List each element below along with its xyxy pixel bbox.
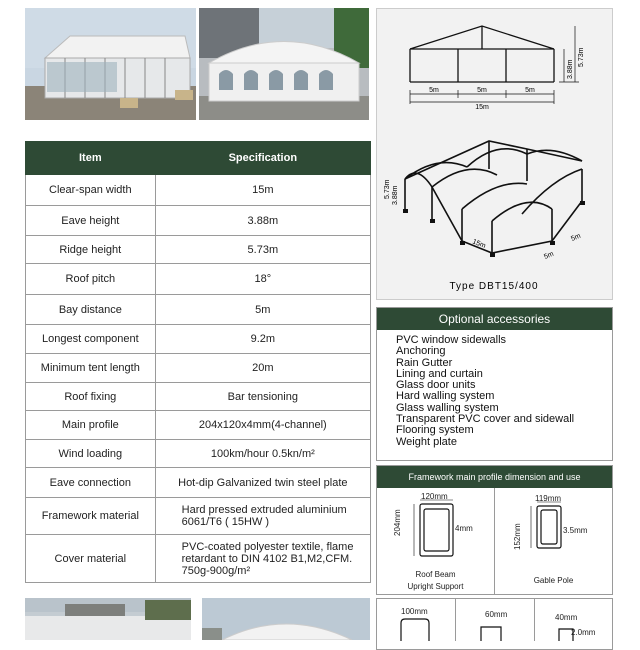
list-item: Anchoring: [396, 345, 446, 358]
table-row: [26, 354, 371, 383]
table-row: [26, 440, 371, 468]
list-item: Hard walling system: [396, 390, 495, 403]
framework-profile-panel: [376, 465, 613, 595]
roof-beam-label: Roof Beam: [415, 570, 456, 579]
row-item: Roof pitch: [26, 264, 156, 295]
accessories-list: [377, 330, 612, 448]
roof-beam-width: 120mm: [421, 492, 448, 501]
table-row: [26, 411, 371, 440]
dim-eave-height: 3.88m: [567, 59, 574, 79]
dim-total-width: 15m: [475, 104, 489, 111]
profile-c-width: 40mm: [555, 613, 578, 622]
gable-pole-thickness: 3.5mm: [563, 526, 588, 535]
list-item: Glass walling system: [396, 401, 499, 414]
list-item: Flooring system: [396, 424, 474, 437]
table-row: [26, 535, 371, 583]
list-item: Transparent PVC cover and sidewall: [396, 413, 575, 426]
list-item: Lining and curtain: [396, 367, 483, 380]
row-spec: 20m: [155, 354, 370, 383]
specification-table: [25, 141, 371, 583]
table-row: [26, 206, 371, 236]
table-row: [26, 468, 371, 498]
row-spec: 204x120x4mm(4-channel): [155, 411, 370, 440]
dim-bay-2: 5m: [477, 87, 487, 94]
list-item: Rain Gutter: [396, 356, 453, 369]
iso-dim-eave: 3.88m: [392, 185, 399, 205]
row-spec: 15m: [155, 175, 370, 206]
row-item: Main profile: [26, 411, 156, 440]
list-item: PVC window sidewalls: [396, 334, 507, 346]
table-row: [26, 264, 371, 295]
row-item: Cover material: [26, 535, 156, 583]
row-item: Framework material: [26, 498, 156, 535]
row-spec: 18°: [155, 264, 370, 295]
profile-a-width: 100mm: [401, 607, 428, 616]
list-item: Glass door units: [396, 379, 476, 392]
table-row: [26, 498, 371, 535]
profile-b-width: 60mm: [485, 610, 508, 619]
roof-beam-height: 204mm: [393, 509, 402, 536]
table-row: [26, 295, 371, 325]
row-item: Eave height: [26, 206, 156, 236]
table-row: [26, 175, 371, 206]
row-item: Clear-span width: [26, 175, 156, 206]
row-spec: 100km/hour 0.5kn/m²: [155, 440, 370, 468]
table-header-row: [26, 142, 371, 175]
row-spec: 5.73m: [155, 236, 370, 264]
row-spec: PVC-coated polyester textile, flame retardant to DIN 4102 B1,M2,CFM. 750g-900g/m²: [155, 535, 370, 583]
tent-photo-3: [25, 598, 191, 640]
row-spec: 9.2m: [155, 325, 370, 354]
row-spec: Hot-dip Galvanized twin steel plate: [155, 468, 370, 498]
row-spec: 3.88m: [155, 206, 370, 236]
row-spec: Hard pressed extruded aluminium 6061/T6 ( 15HW ): [155, 498, 370, 535]
list-item: Weight plate: [396, 435, 457, 448]
upright-support-label: Upright Support: [407, 582, 464, 591]
iso-dim-length: 15m: [471, 238, 487, 250]
accessories-title: Optional accessories: [377, 308, 612, 330]
table-row: [26, 236, 371, 264]
table-row: [26, 325, 371, 354]
row-item: Roof fixing: [26, 383, 156, 411]
gable-pole-width: 119mm: [535, 494, 562, 503]
gable-pole-label: Gable Pole: [533, 576, 574, 585]
roof-beam-thickness: 4mm: [455, 524, 473, 533]
iso-dim-ridge: 5.73m: [384, 179, 391, 199]
table-row: [26, 383, 371, 411]
dim-bay-3: 5m: [525, 87, 535, 94]
more-profiles-panel: [376, 598, 613, 650]
row-item: Minimum tent length: [26, 354, 156, 383]
profile-c-thickness: 2.0mm: [571, 628, 596, 637]
row-item: Ridge height: [26, 236, 156, 264]
iso-dim-bay-2: 5m: [570, 232, 582, 243]
tent-photo-1: [25, 8, 196, 120]
row-item: Wind loading: [26, 440, 156, 468]
dim-ridge-height: 5.73m: [578, 47, 585, 67]
optional-accessories-panel: [376, 307, 613, 461]
row-item: Bay distance: [26, 295, 156, 325]
row-spec: Bar tensioning: [155, 383, 370, 411]
front-elevation-diagram: [376, 8, 613, 300]
tent-type-label: Type DBT15/400: [449, 281, 539, 292]
header-specification: Specification: [155, 142, 370, 175]
profile-title: Framework main profile dimension and use: [377, 466, 612, 488]
row-item: Longest component: [26, 325, 156, 354]
gable-pole-height: 152mm: [513, 523, 522, 550]
header-item: Item: [26, 142, 156, 175]
dim-bay-1: 5m: [429, 87, 439, 94]
tent-photo-4: [202, 598, 370, 640]
tent-photo-2: [199, 8, 369, 120]
row-item: Eave connection: [26, 468, 156, 498]
iso-dim-bay-1: 5m: [543, 250, 555, 261]
row-spec: 5m: [155, 295, 370, 325]
